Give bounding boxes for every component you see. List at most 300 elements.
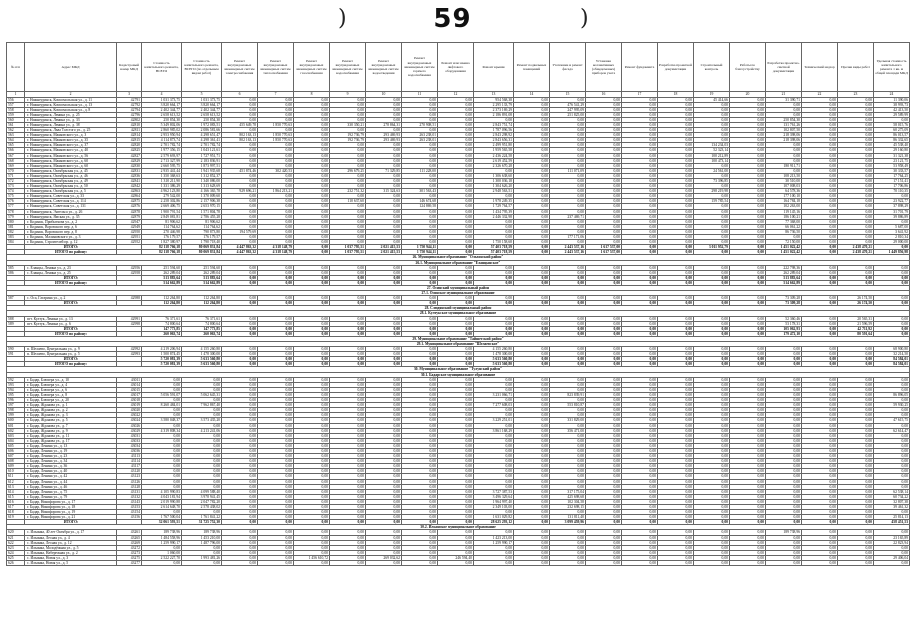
table-cell: 0,00 [366,128,402,133]
table-cell: 560 [7,117,25,122]
table-cell: 1 487 796,00 [182,540,222,545]
table-cell: 0,00 [366,423,402,428]
table-cell: 0,00 [694,408,730,413]
table-cell: 0,00 [514,168,550,173]
table-cell: 298 219,98 [694,189,730,194]
table-cell: 0,00 [294,158,330,163]
table-cell: 0,00 [438,153,474,158]
table-cell: 0,00 [658,301,694,306]
table-cell: 0,00 [366,382,402,387]
table-cell: 0,00 [694,499,730,504]
table-cell: 0,00 [658,505,694,510]
table-cell: 0,00 [294,326,330,331]
table-cell: 0,00 [366,515,402,520]
table-cell: 0,00 [294,229,330,234]
table-cell: 0,00 [730,316,766,321]
table-cell: 47 615,75 [874,418,910,423]
table-cell: 102 263,00 [766,204,802,209]
table-cell: 0,00 [838,122,874,127]
table-cell: 31 390,71 [766,97,802,102]
table-cell: 0,00 [838,448,874,453]
table-cell: 0,00 [474,377,514,382]
column-header: Технический надзор [802,43,838,92]
table-cell: 0,00 [222,494,258,499]
table-cell: 32 807,38 [874,499,910,504]
table-cell: 0,00 [874,438,910,443]
table-cell: 0,00 [730,469,766,474]
table-cell: 0,00 [658,352,694,357]
table-cell: 0,00 [438,433,474,438]
table-cell: 0,00 [730,499,766,504]
table-cell: 0,00 [330,459,366,464]
table-cell: 86 736,50 [766,229,802,234]
table-cell: 4 447 863,32 [222,245,258,250]
table-cell: 0,00 [586,326,622,331]
table-cell: 0,00 [366,102,402,107]
table-cell: 790 873,80 [182,229,222,234]
table-cell: 0,00 [802,438,838,443]
table-cell: 0,00 [838,194,874,199]
table-cell: 0,00 [586,138,622,143]
table-cell: 0,00 [586,454,622,459]
table-cell: 0,00 [142,469,182,474]
table-cell: 0,00 [766,535,802,540]
table-cell: 625 [7,555,25,560]
table-cell: 0,00 [294,459,330,464]
table-cell: 52 323,14 [694,148,730,153]
table-cell: 0,00 [474,194,514,199]
table-cell: 0,00 [550,443,586,448]
table-cell: 58 015,76 [874,122,910,127]
table-cell: 0,00 [258,158,294,163]
table-cell: 0,00 [802,448,838,453]
table-cell: 0,00 [438,194,474,199]
table-cell: 0,00 [838,133,874,138]
table-cell: 0,00 [182,469,222,474]
table-cell: 0,00 [802,423,838,428]
table-cell: 0,00 [438,128,474,133]
table-cell: 0,00 [622,347,658,352]
table-cell: 0,00 [222,296,258,301]
table-cell: 0,00 [474,408,514,413]
table-cell: 0,00 [658,168,694,173]
table-cell: 2 843 656,31 [474,138,514,143]
table-cell: 0,00 [838,387,874,392]
table-cell: 0,00 [802,505,838,510]
table-cell: 0,00 [294,97,330,102]
table-cell: 177 171,06 [550,235,586,240]
table-cell: 0,00 [514,469,550,474]
table-cell: 43113 [117,454,142,459]
table-cell: 0,00 [766,377,802,382]
table-cell: 43154 [117,510,142,515]
table-cell: 0,00 [330,479,366,484]
table-cell: 0,00 [182,377,222,382]
table-cell: 0,00 [622,555,658,560]
table-cell: 0,00 [294,408,330,413]
table-cell: 0,00 [258,428,294,433]
table-cell: 0,00 [874,464,910,469]
table-cell: 0,00 [766,555,802,560]
column-number: 8 [294,92,330,98]
table-cell: 0,00 [258,163,294,168]
table-cell: 0,00 [622,535,658,540]
table-cell: 0,00 [366,377,402,382]
table-cell: 0,00 [802,469,838,474]
table-cell: 0,00 [838,494,874,499]
table-cell: 0,00 [258,392,294,397]
table-cell: 194 579,69 [222,229,258,234]
table-cell: 0,00 [438,107,474,112]
table-cell: 0,00 [694,377,730,382]
table-cell: 250 854,30 [142,117,182,122]
table-cell: 0,00 [766,102,802,107]
table-cell: 0,00 [514,316,550,321]
table-cell: 0,00 [802,418,838,423]
table-cell: 0,00 [694,250,730,255]
column-number: 16 [586,92,622,98]
table-cell: 42950 [117,229,142,234]
table-cell: 331 829,00 [550,418,586,423]
table-cell: 0,00 [514,474,550,479]
table-cell: 0,00 [182,474,222,479]
table-cell: 610 [7,469,25,474]
table-cell: 0,00 [514,173,550,178]
table-cell: 3 573 435,20 [182,418,222,423]
table-cell: 0,00 [258,423,294,428]
table-cell: 0,00 [622,484,658,489]
table-cell: 558 [7,107,25,112]
table-cell: г. Кодинск, Воровского пер. д. 6 [25,224,117,229]
table-cell: 0,00 [514,362,550,367]
table-cell: 0,00 [838,280,874,285]
table-cell: 0,00 [258,469,294,474]
table-cell: 0,00 [874,479,910,484]
table-cell: 0,00 [142,433,182,438]
table-cell: 0,00 [514,117,550,122]
table-cell: 0,00 [330,535,366,540]
table-cell: 0,00 [294,510,330,515]
table-cell: 112 264,80 [142,296,182,301]
table-cell: 53 958,49 [874,163,910,168]
table-cell: 0,00 [838,433,874,438]
table-cell: 0,00 [802,245,838,250]
table-cell: 0,00 [402,555,438,560]
table-cell: 0,00 [838,229,874,234]
table-cell: 0,00 [874,377,910,382]
table-cell: 0,00 [182,454,222,459]
table-cell: 0,00 [622,362,658,367]
table-cell: 0,00 [586,128,622,133]
table-cell: 0,00 [222,428,258,433]
table-cell: 0,00 [514,398,550,403]
table-cell: 0,00 [438,398,474,403]
table-cell: 0,00 [622,199,658,204]
table-cell: 2 579 693,97 [142,153,182,158]
table-cell: 626 [7,561,25,566]
column-number: 20 [730,92,766,98]
table-cell: 557 [7,102,25,107]
table-cell: 0,00 [330,265,366,270]
table-cell: 0,00 [438,189,474,194]
table-cell: 0,00 [330,153,366,158]
table-cell: 0,00 [514,454,550,459]
table-cell: 0,00 [222,484,258,489]
table-cell: 2 669 406,75 [142,204,182,209]
table-cell: 330 350,21 [330,122,366,127]
table-cell: 0,00 [366,97,402,102]
table-cell: 0,00 [438,240,474,245]
table-cell: 0,00 [622,418,658,423]
table-cell: 0,00 [258,530,294,535]
table-cell: 0,00 [514,301,550,306]
table-cell: 0,00 [586,392,622,397]
table-cell: 0,00 [658,499,694,504]
table-cell: 0,00 [294,535,330,540]
table-cell: 296 679,25 [330,168,366,173]
table-cell: 0,00 [802,489,838,494]
table-cell: 0,00 [222,433,258,438]
table-cell: 0,00 [366,107,402,112]
table-cell: 0,00 [142,448,182,453]
table-cell: 0,00 [586,275,622,280]
table-cell: 0,00 [838,357,874,362]
table-cell: 0,00 [330,316,366,321]
table-cell: 0,00 [586,443,622,448]
table-cell: 0,00 [294,454,330,459]
table-cell: 0,00 [258,561,294,566]
table-cell: 0,00 [294,179,330,184]
table-cell: 43123 [117,474,142,479]
table-cell: 0,00 [802,280,838,285]
table-cell: 0,00 [402,382,438,387]
table-cell: 0,00 [438,540,474,545]
table-cell: 0,00 [330,550,366,555]
table-cell: 0,00 [330,321,366,326]
table-cell: 317 175,04 [550,489,586,494]
table-cell: 0,00 [402,301,438,306]
table-cell: 0,00 [182,479,222,484]
table-cell: 0,00 [874,270,910,275]
table-cell: 0,00 [838,438,874,443]
table-cell: 0,00 [766,418,802,423]
table-cell: 39 886,89 [874,214,910,219]
table-cell: 0,00 [294,464,330,469]
table-cell: 0,00 [182,550,222,555]
table-cell: 0,00 [802,173,838,178]
table-cell: 3 978 941,45 [182,494,222,499]
table-cell: 0,00 [694,280,730,285]
table-cell: 605 [7,443,25,448]
table-cell: 0,00 [402,107,438,112]
table-cell: 0,00 [838,382,874,387]
table-cell: 0,00 [474,382,514,387]
table-cell: 62 614,47 [874,428,910,433]
table-cell: 0,00 [622,153,658,158]
table-cell: 0,00 [330,128,366,133]
table-cell: 0,00 [622,423,658,428]
table-cell: 0,00 [658,229,694,234]
table-cell: 0,00 [258,153,294,158]
table-cell: 0,00 [730,474,766,479]
table-cell: 0,00 [730,362,766,367]
table-cell: 0,00 [294,265,330,270]
table-cell: 0,00 [730,148,766,153]
table-cell: 624 [7,550,25,555]
table-cell: 42827 [117,153,142,158]
table-cell: 0,00 [622,138,658,143]
table-cell: 0,00 [294,352,330,357]
table-cell: 0,00 [694,413,730,418]
table-cell: 0,00 [694,555,730,560]
table-cell: 0,00 [550,97,586,102]
table-cell: 0,00 [366,520,402,525]
table-cell: 5 633 560,80 [474,362,514,367]
table-cell: 0,00 [294,143,330,148]
table-cell: 0,00 [802,413,838,418]
table-cell: 0,00 [294,545,330,550]
table-cell: г. Бадар, Ленина ул., д. 42 [25,474,117,479]
table-cell: 218 398,06 [766,133,802,138]
table-cell: 0,00 [658,173,694,178]
table-cell: 0,00 [766,347,802,352]
table-cell: 43034 [117,443,142,448]
table-cell: 0,00 [658,143,694,148]
table-cell: 0,00 [766,454,802,459]
table-cell: 0,00 [402,270,438,275]
table-cell: 0,00 [874,413,910,418]
table-cell: 0,00 [658,240,694,245]
table-cell: ИТОГО: [25,520,117,525]
table-cell: 0,00 [474,438,514,443]
table-cell: 2 786 455,28 [182,214,222,219]
table-cell: 0,00 [222,454,258,459]
table-cell: 613 [7,484,25,489]
table-cell: 112 264,80 [182,301,222,306]
table-cell: 37 898,29 [874,204,910,209]
column-number: 14 [514,92,550,98]
column-number: 9 [330,92,366,98]
table-cell: 0,00 [258,316,294,321]
table-cell: с. Ильинка, Молодёжная ул., д. 5 [25,545,117,550]
table-cell: 0,00 [514,148,550,153]
table-cell: 1 787 096,56 [474,128,514,133]
table-cell: 0,00 [658,326,694,331]
table-cell: 0,00 [366,443,402,448]
table-cell: 0,00 [222,413,258,418]
table-cell: 0,00 [142,408,182,413]
table-cell: г. Бадар, Блюхера ул., д. 4 [25,382,117,387]
table-cell: г. Нижнеудинск, Маяковского ул., д. 3 [25,133,117,138]
table-cell: 0,00 [330,301,366,306]
table-cell: 0,00 [730,209,766,214]
table-cell: 0,00 [730,158,766,163]
table-cell: 0,00 [658,158,694,163]
table-cell: 112 264,80 [142,301,182,306]
table-cell: 2 186 891,08 [474,112,514,117]
table-cell: 0,00 [474,459,514,464]
table-cell: 0,00 [874,275,910,280]
table-cell: 0,00 [222,301,258,306]
table-cell: 0,00 [402,433,438,438]
table-cell: 42863 [117,189,142,194]
table-cell: 0,00 [330,270,366,275]
table-cell: 0,00 [514,357,550,362]
table-cell: 0,00 [142,413,182,418]
table-cell: с. Ильинка, Набережная ул., д. 2 [25,550,117,555]
table-cell: 0,00 [294,423,330,428]
table-cell: 0,00 [802,158,838,163]
table-cell: 0,00 [514,489,550,494]
table-cell: 1 434 795,39 [474,209,514,214]
table-cell: 0,00 [802,357,838,362]
table-cell: 2 578 438,02 [182,505,222,510]
table-cell: 43011 [117,377,142,382]
table-cell: 0,00 [550,535,586,540]
table-cell: 0,00 [222,362,258,367]
table-cell: 0,00 [402,331,438,336]
table-cell: 0,00 [658,184,694,189]
table-cell: 0,00 [550,229,586,234]
table-cell: 0,00 [438,143,474,148]
table-cell: 577 [7,204,25,209]
table-cell: 0,00 [366,199,402,204]
table-cell: 0,00 [838,189,874,194]
table-cell: 0,00 [474,296,514,301]
table-cell: 0,00 [438,331,474,336]
table-cell: 0,00 [694,229,730,234]
table-cell: 0,00 [182,448,222,453]
table-cell: 0,00 [366,280,402,285]
table-cell: 0,00 [694,387,730,392]
table-cell: 0,00 [514,163,550,168]
table-cell: 0,00 [222,561,258,566]
table-cell: 0,00 [514,408,550,413]
table-cell: 0,00 [402,561,438,566]
table-cell: 0,00 [294,448,330,453]
table-cell: 0,00 [622,398,658,403]
table-cell: 0,00 [658,454,694,459]
table-cell: 0,00 [330,555,366,560]
table-cell: г. Бадар, Никифорова ул., д. 19 [25,510,117,515]
table-cell: 0,00 [222,418,258,423]
table-cell: 0,00 [258,510,294,515]
table-cell: 0,00 [514,326,550,331]
table-cell: 0,00 [258,494,294,499]
table-cell: 0,00 [838,515,874,520]
table-cell: 0,00 [838,275,874,280]
table-cell: 23 922,77 [874,199,910,204]
column-number: 21 [766,92,802,98]
table-cell: 0,00 [730,265,766,270]
table-cell: 0,00 [874,408,910,413]
table-cell: г. Бадар, Жданова ул., д. 2 [25,408,117,413]
table-cell: 0,00 [402,530,438,535]
table-cell: 572 [7,179,25,184]
table-cell: 0,00 [802,520,838,525]
table-cell: 0,00 [402,209,438,214]
table-cell: 0,00 [694,398,730,403]
table-cell: 0,00 [330,240,366,245]
table-cell: 0,00 [514,122,550,127]
table-cell: 0,00 [586,545,622,550]
table-cell: 0,00 [838,561,874,566]
table-cell: 0,00 [874,316,910,321]
table-cell: 0,00 [766,561,802,566]
table-cell: 0,00 [838,469,874,474]
table-cell: 0,00 [402,479,438,484]
table-cell: 20 565,31 [838,316,874,321]
